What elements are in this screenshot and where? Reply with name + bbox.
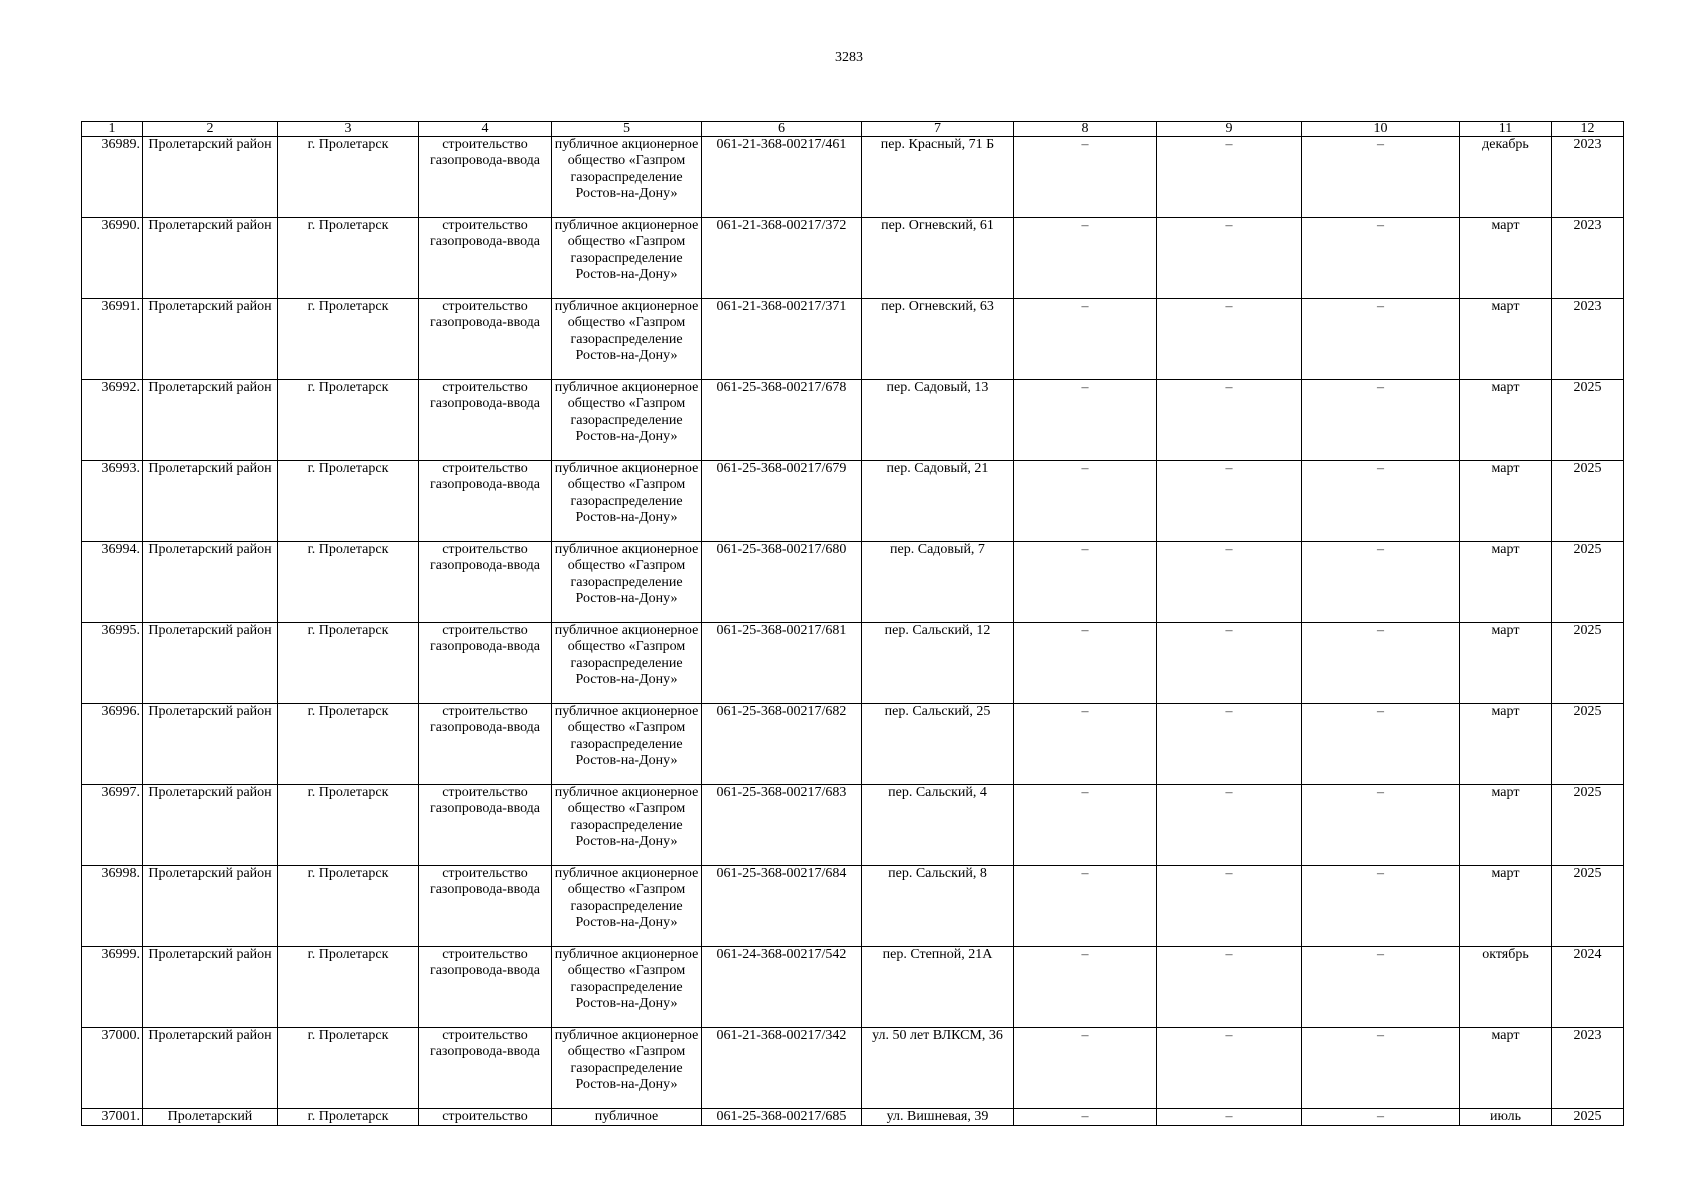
table-row-partial bbox=[82, 1109, 1624, 1126]
column-header-3: 3 bbox=[278, 122, 419, 137]
cell-settlement: г. Пролетарск bbox=[278, 1028, 419, 1109]
cell-col-10: – bbox=[1302, 380, 1460, 461]
cell-address: пер. Сальский, 12 bbox=[862, 623, 1014, 704]
cell-settlement: г. Пролетарск bbox=[278, 704, 419, 785]
cell-settlement: г. Пролетарск bbox=[278, 218, 419, 299]
cell-district: Пролетарский район bbox=[143, 299, 278, 380]
cell-work-type: строительство газопровода-ввода bbox=[419, 137, 552, 218]
cell-organization: публичное акционерное общество «Газпром газораспределение Ростов-на-Дону» bbox=[552, 947, 702, 1028]
cell-settlement: г. Пролетарск bbox=[278, 461, 419, 542]
cell-district: Пролетарский район bbox=[143, 218, 278, 299]
cell-address: пер. Садовый, 13 bbox=[862, 380, 1014, 461]
cell-col-9: – bbox=[1157, 218, 1302, 299]
cell-settlement: г. Пролетарск bbox=[278, 866, 419, 947]
cell-col-9: – bbox=[1157, 704, 1302, 785]
cell-row-number: 36993. bbox=[82, 461, 143, 542]
cell-col-10: – bbox=[1302, 785, 1460, 866]
cell-col-8: – bbox=[1014, 947, 1157, 1028]
cell-district: Пролетарский район bbox=[143, 866, 278, 947]
cell-col-9: – bbox=[1157, 299, 1302, 380]
column-header-6: 6 bbox=[702, 122, 862, 137]
table-row bbox=[82, 1028, 1624, 1109]
column-header-4: 4 bbox=[419, 122, 552, 137]
cell-row-number: 36998. bbox=[82, 866, 143, 947]
cell-month: март bbox=[1460, 623, 1552, 704]
cell-month: июль bbox=[1460, 1109, 1552, 1126]
cell-row-number: 36997. bbox=[82, 785, 143, 866]
cell-district: Пролетарский район bbox=[143, 461, 278, 542]
cell-settlement: г. Пролетарск bbox=[278, 137, 419, 218]
cell-organization: публичное акционерное общество «Газпром газораспределение Ростов-на-Дону» bbox=[552, 299, 702, 380]
cell-registry-code: 061-21-368-00217/371 bbox=[702, 299, 862, 380]
table-body bbox=[82, 122, 1624, 1126]
cell-organization: публичное акционерное общество «Газпром газораспределение Ростов-на-Дону» bbox=[552, 380, 702, 461]
cell-district: Пролетарский район bbox=[143, 947, 278, 1028]
cell-registry-code: 061-21-368-00217/342 bbox=[702, 1028, 862, 1109]
cell-year: 2025 bbox=[1552, 1109, 1624, 1126]
cell-col-8: – bbox=[1014, 1028, 1157, 1109]
cell-organization: публичное акционерное общество «Газпром газораспределение Ростов-на-Дону» bbox=[552, 218, 702, 299]
cell-registry-code: 061-25-368-00217/678 bbox=[702, 380, 862, 461]
column-header-7: 7 bbox=[862, 122, 1014, 137]
cell-col-8: – bbox=[1014, 137, 1157, 218]
cell-district: Пролетарский район bbox=[143, 1028, 278, 1109]
cell-row-number: 36994. bbox=[82, 542, 143, 623]
cell-organization: публичное акционерное общество «Газпром газораспределение Ростов-на-Дону» bbox=[552, 704, 702, 785]
cell-row-number: 37000. bbox=[82, 1028, 143, 1109]
cell-settlement: г. Пролетарск bbox=[278, 299, 419, 380]
cell-work-type: строительство газопровода-ввода bbox=[419, 542, 552, 623]
column-header-11: 11 bbox=[1460, 122, 1552, 137]
cell-col-9: – bbox=[1157, 380, 1302, 461]
cell-col-10: – bbox=[1302, 137, 1460, 218]
cell-work-type: строительство газопровода-ввода bbox=[419, 947, 552, 1028]
cell-month: март bbox=[1460, 1028, 1552, 1109]
table-row bbox=[82, 866, 1624, 947]
cell-address: пер. Сальский, 8 bbox=[862, 866, 1014, 947]
cell-district: Пролетарский район bbox=[143, 785, 278, 866]
cell-address: пер. Огневский, 61 bbox=[862, 218, 1014, 299]
column-header-5: 5 bbox=[552, 122, 702, 137]
cell-row-number: 36991. bbox=[82, 299, 143, 380]
cell-year: 2025 bbox=[1552, 380, 1624, 461]
cell-registry-code: 061-25-368-00217/684 bbox=[702, 866, 862, 947]
cell-month: март bbox=[1460, 299, 1552, 380]
cell-col-10: – bbox=[1302, 866, 1460, 947]
cell-year: 2023 bbox=[1552, 1028, 1624, 1109]
cell-work-type: строительство газопровода-ввода bbox=[419, 218, 552, 299]
cell-organization: публичное акционерное общество «Газпром газораспределение Ростов-на-Дону» bbox=[552, 1028, 702, 1109]
cell-address: пер. Садовый, 21 bbox=[862, 461, 1014, 542]
cell-col-9: – bbox=[1157, 137, 1302, 218]
cell-row-number: 36989. bbox=[82, 137, 143, 218]
cell-month: март bbox=[1460, 461, 1552, 542]
cell-address: пер. Степной, 21А bbox=[862, 947, 1014, 1028]
cell-col-9: – bbox=[1157, 866, 1302, 947]
page-number: 3283 bbox=[835, 50, 863, 65]
cell-month: октябрь bbox=[1460, 947, 1552, 1028]
cell-year: 2023 bbox=[1552, 137, 1624, 218]
cell-col-9: – bbox=[1157, 461, 1302, 542]
cell-registry-code: 061-25-368-00217/685 bbox=[702, 1109, 862, 1126]
table-row bbox=[82, 461, 1624, 542]
cell-col-8: – bbox=[1014, 623, 1157, 704]
cell-work-type: строительство газопровода-ввода bbox=[419, 1028, 552, 1109]
cell-work-type: строительство газопровода-ввода bbox=[419, 461, 552, 542]
cell-col-8: – bbox=[1014, 1109, 1157, 1126]
cell-organization: публичное акционерное общество «Газпром газораспределение Ростов-на-Дону» bbox=[552, 137, 702, 218]
cell-month: март bbox=[1460, 542, 1552, 623]
cell-address: ул. 50 лет ВЛКСМ, 36 bbox=[862, 1028, 1014, 1109]
cell-settlement: г. Пролетарск bbox=[278, 947, 419, 1028]
cell-row-number: 36995. bbox=[82, 623, 143, 704]
cell-row-number: 37001. bbox=[82, 1109, 143, 1126]
cell-district: Пролетарский район bbox=[143, 380, 278, 461]
cell-year: 2025 bbox=[1552, 785, 1624, 866]
cell-address: пер. Сальский, 4 bbox=[862, 785, 1014, 866]
cell-month: март bbox=[1460, 785, 1552, 866]
cell-address: пер. Сальский, 25 bbox=[862, 704, 1014, 785]
cell-year: 2025 bbox=[1552, 542, 1624, 623]
cell-month: март bbox=[1460, 380, 1552, 461]
cell-year: 2025 bbox=[1552, 623, 1624, 704]
column-header-8: 8 bbox=[1014, 122, 1157, 137]
cell-col-8: – bbox=[1014, 299, 1157, 380]
table-row bbox=[82, 623, 1624, 704]
cell-work-type: строительство газопровода-ввода bbox=[419, 299, 552, 380]
column-header-12: 12 bbox=[1552, 122, 1624, 137]
cell-col-9: – bbox=[1157, 1109, 1302, 1126]
cell-year: 2023 bbox=[1552, 218, 1624, 299]
cell-registry-code: 061-25-368-00217/680 bbox=[702, 542, 862, 623]
column-header-10: 10 bbox=[1302, 122, 1460, 137]
cell-registry-code: 061-25-368-00217/681 bbox=[702, 623, 862, 704]
cell-col-8: – bbox=[1014, 380, 1157, 461]
cell-work-type: строительство bbox=[419, 1109, 552, 1126]
cell-col-10: – bbox=[1302, 947, 1460, 1028]
cell-col-10: – bbox=[1302, 218, 1460, 299]
cell-col-10: – bbox=[1302, 542, 1460, 623]
cell-col-10: – bbox=[1302, 1109, 1460, 1126]
cell-row-number: 36990. bbox=[82, 218, 143, 299]
cell-year: 2025 bbox=[1552, 704, 1624, 785]
cell-settlement: г. Пролетарск bbox=[278, 623, 419, 704]
cell-col-8: – bbox=[1014, 704, 1157, 785]
cell-col-9: – bbox=[1157, 785, 1302, 866]
cell-col-9: – bbox=[1157, 947, 1302, 1028]
table-row bbox=[82, 299, 1624, 380]
cell-row-number: 36999. bbox=[82, 947, 143, 1028]
cell-organization: публичное акционерное общество «Газпром газораспределение Ростов-на-Дону» bbox=[552, 461, 702, 542]
table-row bbox=[82, 947, 1624, 1028]
cell-work-type: строительство газопровода-ввода bbox=[419, 380, 552, 461]
cell-district: Пролетарский bbox=[143, 1109, 278, 1126]
cell-address: ул. Вишневая, 39 bbox=[862, 1109, 1014, 1126]
cell-month: март bbox=[1460, 218, 1552, 299]
cell-registry-code: 061-21-368-00217/372 bbox=[702, 218, 862, 299]
cell-district: Пролетарский район bbox=[143, 137, 278, 218]
cell-row-number: 36992. bbox=[82, 380, 143, 461]
column-header-2: 2 bbox=[143, 122, 278, 137]
cell-registry-code: 061-25-368-00217/682 bbox=[702, 704, 862, 785]
cell-organization: публичное bbox=[552, 1109, 702, 1126]
cell-col-9: – bbox=[1157, 1028, 1302, 1109]
cell-registry-code: 061-24-368-00217/542 bbox=[702, 947, 862, 1028]
cell-work-type: строительство газопровода-ввода bbox=[419, 704, 552, 785]
table-row bbox=[82, 380, 1624, 461]
cell-address: пер. Садовый, 7 bbox=[862, 542, 1014, 623]
cell-col-8: – bbox=[1014, 461, 1157, 542]
table-row bbox=[82, 704, 1624, 785]
column-header-1: 1 bbox=[82, 122, 143, 137]
cell-month: декабрь bbox=[1460, 137, 1552, 218]
cell-district: Пролетарский район bbox=[143, 704, 278, 785]
cell-registry-code: 061-21-368-00217/461 bbox=[702, 137, 862, 218]
table-row bbox=[82, 137, 1624, 218]
register-table bbox=[81, 121, 1624, 1126]
cell-settlement: г. Пролетарск bbox=[278, 785, 419, 866]
cell-col-9: – bbox=[1157, 542, 1302, 623]
cell-col-10: – bbox=[1302, 299, 1460, 380]
cell-col-8: – bbox=[1014, 785, 1157, 866]
cell-col-10: – bbox=[1302, 623, 1460, 704]
column-header-9: 9 bbox=[1157, 122, 1302, 137]
cell-organization: публичное акционерное общество «Газпром газораспределение Ростов-на-Дону» bbox=[552, 785, 702, 866]
cell-settlement: г. Пролетарск bbox=[278, 380, 419, 461]
cell-district: Пролетарский район bbox=[143, 623, 278, 704]
cell-settlement: г. Пролетарск bbox=[278, 1109, 419, 1126]
cell-year: 2025 bbox=[1552, 461, 1624, 542]
cell-address: пер. Огневский, 63 bbox=[862, 299, 1014, 380]
cell-address: пер. Красный, 71 Б bbox=[862, 137, 1014, 218]
cell-organization: публичное акционерное общество «Газпром газораспределение Ростов-на-Дону» bbox=[552, 866, 702, 947]
cell-registry-code: 061-25-368-00217/683 bbox=[702, 785, 862, 866]
header-row bbox=[82, 122, 1624, 137]
cell-work-type: строительство газопровода-ввода bbox=[419, 785, 552, 866]
cell-year: 2023 bbox=[1552, 299, 1624, 380]
cell-row-number: 36996. bbox=[82, 704, 143, 785]
cell-col-8: – bbox=[1014, 218, 1157, 299]
cell-organization: публичное акционерное общество «Газпром газораспределение Ростов-на-Дону» bbox=[552, 623, 702, 704]
table-row bbox=[82, 218, 1624, 299]
cell-year: 2025 bbox=[1552, 866, 1624, 947]
cell-month: март bbox=[1460, 704, 1552, 785]
table-row bbox=[82, 785, 1624, 866]
cell-col-10: – bbox=[1302, 704, 1460, 785]
cell-month: март bbox=[1460, 866, 1552, 947]
cell-col-8: – bbox=[1014, 542, 1157, 623]
cell-col-9: – bbox=[1157, 623, 1302, 704]
cell-district: Пролетарский район bbox=[143, 542, 278, 623]
table-row bbox=[82, 542, 1624, 623]
cell-col-8: – bbox=[1014, 866, 1157, 947]
cell-work-type: строительство газопровода-ввода bbox=[419, 623, 552, 704]
cell-col-10: – bbox=[1302, 461, 1460, 542]
cell-work-type: строительство газопровода-ввода bbox=[419, 866, 552, 947]
cell-col-10: – bbox=[1302, 1028, 1460, 1109]
cell-year: 2024 bbox=[1552, 947, 1624, 1028]
cell-organization: публичное акционерное общество «Газпром газораспределение Ростов-на-Дону» bbox=[552, 542, 702, 623]
cell-registry-code: 061-25-368-00217/679 bbox=[702, 461, 862, 542]
cell-settlement: г. Пролетарск bbox=[278, 542, 419, 623]
